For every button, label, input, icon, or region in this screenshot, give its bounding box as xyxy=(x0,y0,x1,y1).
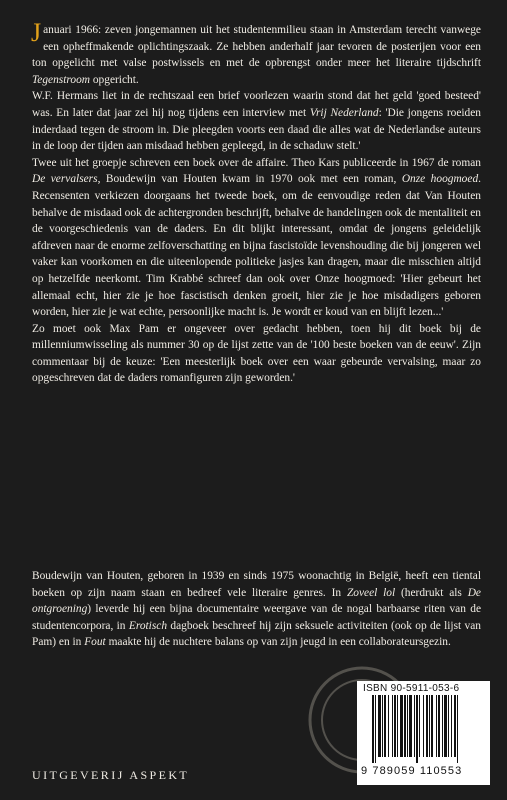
barcode-bar xyxy=(384,695,386,757)
isbn-text: ISBN 90-5911-053-6 xyxy=(363,683,460,694)
ean-digits: 9 789059 110553 xyxy=(361,765,463,777)
body-text: Zo moet ook Max Pam er ongeveer over gedacht hebben, toen hij dit boek bij de millenniumwisseling als nummer 30 op de lijst zette van de '100 beste boeken van de eeuw'. Zijn commentaar bij de keuze: 'Een meesterlijk boek over een waar gebeurde vervalsing, maar zo opgeschreven dat de daders romanfiguren zijn geworden.' xyxy=(32,322,481,385)
barcode-bar xyxy=(426,695,428,757)
body-text: dagboek beschreef hij zijn seksuele activiteiten (ook op de lijst van Pam) en in xyxy=(32,619,481,649)
italic-title-text: Zoveel lol xyxy=(346,586,396,599)
body-text: anuari 1966: zeven jongemannen uit het studentenmilieu staan in Amsterdam terecht vanwege een opheffmakende oplichtingszaak. Ze hebben anderhalf jaar tevoren de posterijen voor een ton opgelicht met valse postwissels en met de opbrengst onder meer het literaire tijdschrift xyxy=(32,24,481,70)
barcode-bar xyxy=(416,695,418,763)
barcode-bar xyxy=(394,695,396,757)
italic-title-text: Tegenstroom xyxy=(32,73,91,86)
barcode-bar xyxy=(397,695,398,757)
italic-title-text: Onze hoogmoed xyxy=(401,173,479,186)
barcode-bar xyxy=(409,695,412,757)
barcode-bar xyxy=(404,695,406,757)
italic-title-text: Fout xyxy=(84,636,106,649)
barcode-bar xyxy=(448,695,449,757)
body-text: : 'Die jongens roeiden inderdaad tegen de stroom in. Die pleegden voorts een daad die alles wat de Nederlandse auteurs in de loop der tijden aan misdaad hebben gepleegd, in de schaduw stelt.' xyxy=(32,106,482,153)
barcode-bar xyxy=(400,695,403,757)
blurb-paragraph xyxy=(31,18,481,88)
barcode-bar xyxy=(442,695,443,757)
blurb-paragraphs xyxy=(31,18,482,387)
barcode-bar xyxy=(457,695,458,763)
blurb-text xyxy=(31,18,482,387)
barcode-bar xyxy=(436,695,437,757)
blurb-paragraph xyxy=(32,321,481,387)
italic-title-text: De ontgroening xyxy=(32,586,481,616)
barcode-bar xyxy=(407,695,408,757)
barcode-label xyxy=(357,681,490,785)
barcode-bar xyxy=(375,695,376,763)
barcode-bar xyxy=(372,695,374,763)
barcode-bar xyxy=(444,695,447,757)
barcode-bar xyxy=(382,695,383,757)
barcode-bar xyxy=(431,695,433,757)
body-text: . Recensenten verkiezen doorgaans het tweede boek, om de eenvoudige reden dat Van Houten behalve de misdaad ook de achtergronden beschrijft, behalve de handelingen ook de mentaliteit en de voorgeschiedenis van de daders. En dit blijkt interessant, omdat de jongens geleidelijk afdreven naar de enorme zelfoverschatting en bijna fascistoïde levenshouding die bij jongeren wel vaker kan voorkomen en die uiteenlopende politieke jasjes kan dragen, maar die misschien altijd op hetzelfde neerkomt. Tim Krabbé schreef dan ook over Onze hoogmoed: 'Hier gebeurt het allemaal echt, hier zie je hoe fascistisch denken groeit, hier zie je hoe misdadigers geboren worden, hier zie je wat echte, persoonlijke macht is. Je wordt er koud van en blijft lezen...' xyxy=(32,173,481,319)
body-text: , Boudewijn van Houten kwam in 1970 ook met een roman, xyxy=(97,173,402,186)
italic-title-text: Erotisch xyxy=(128,619,168,632)
body-text: Boudewijn van Houten, geboren in 1939 en sinds 1975 woonachtig in België, heeft een tiental boeken op zijn naam staan en bedreef vele literaire genres. In xyxy=(32,570,481,599)
barcode-bar xyxy=(454,695,456,757)
body-text: (herdrukt als xyxy=(395,586,468,599)
body-text: maakte hij de nuchtere balans op van zijn jeugd in een collaborateursgezin. xyxy=(105,636,451,649)
body-text: opgericht. xyxy=(90,73,139,86)
author-bio xyxy=(32,568,481,651)
author-bio-paragraph xyxy=(32,568,481,651)
barcode-bar xyxy=(414,695,415,757)
italic-title-text: De vervalsers xyxy=(32,173,98,186)
body-text: Twee uit het groepje schreven een boek over de affaire. Theo Kars publiceerde in 1967 de roman xyxy=(32,156,481,169)
barcode-bar xyxy=(392,695,393,757)
italic-title-text: Vrij Nederland xyxy=(309,106,379,119)
blurb-paragraph xyxy=(32,155,481,321)
body-text: W.F. Hermans liet in de rechtszaal een brief voorlezen waarin stond dat het geld 'goed besteed' was. En later dat jaar zei hij nog tijdens een interview met xyxy=(32,90,481,119)
publisher-name: UITGEVERIJ ASPEKT xyxy=(32,768,190,782)
barcode-bar xyxy=(423,695,424,757)
barcode-bar xyxy=(388,695,389,757)
barcode-bar xyxy=(378,695,381,757)
barcode-icon xyxy=(371,695,483,763)
barcode-bar xyxy=(451,695,452,757)
barcode-bar xyxy=(429,695,430,757)
barcode-bar xyxy=(419,695,420,757)
body-text: ) leverde hij een bijna documentaire weergave van de nogal barbaarse riten van de studentencorpora, in xyxy=(32,603,481,632)
barcode-bar xyxy=(438,695,440,757)
blurb-paragraph xyxy=(32,88,481,154)
drop-cap: J xyxy=(31,18,42,47)
